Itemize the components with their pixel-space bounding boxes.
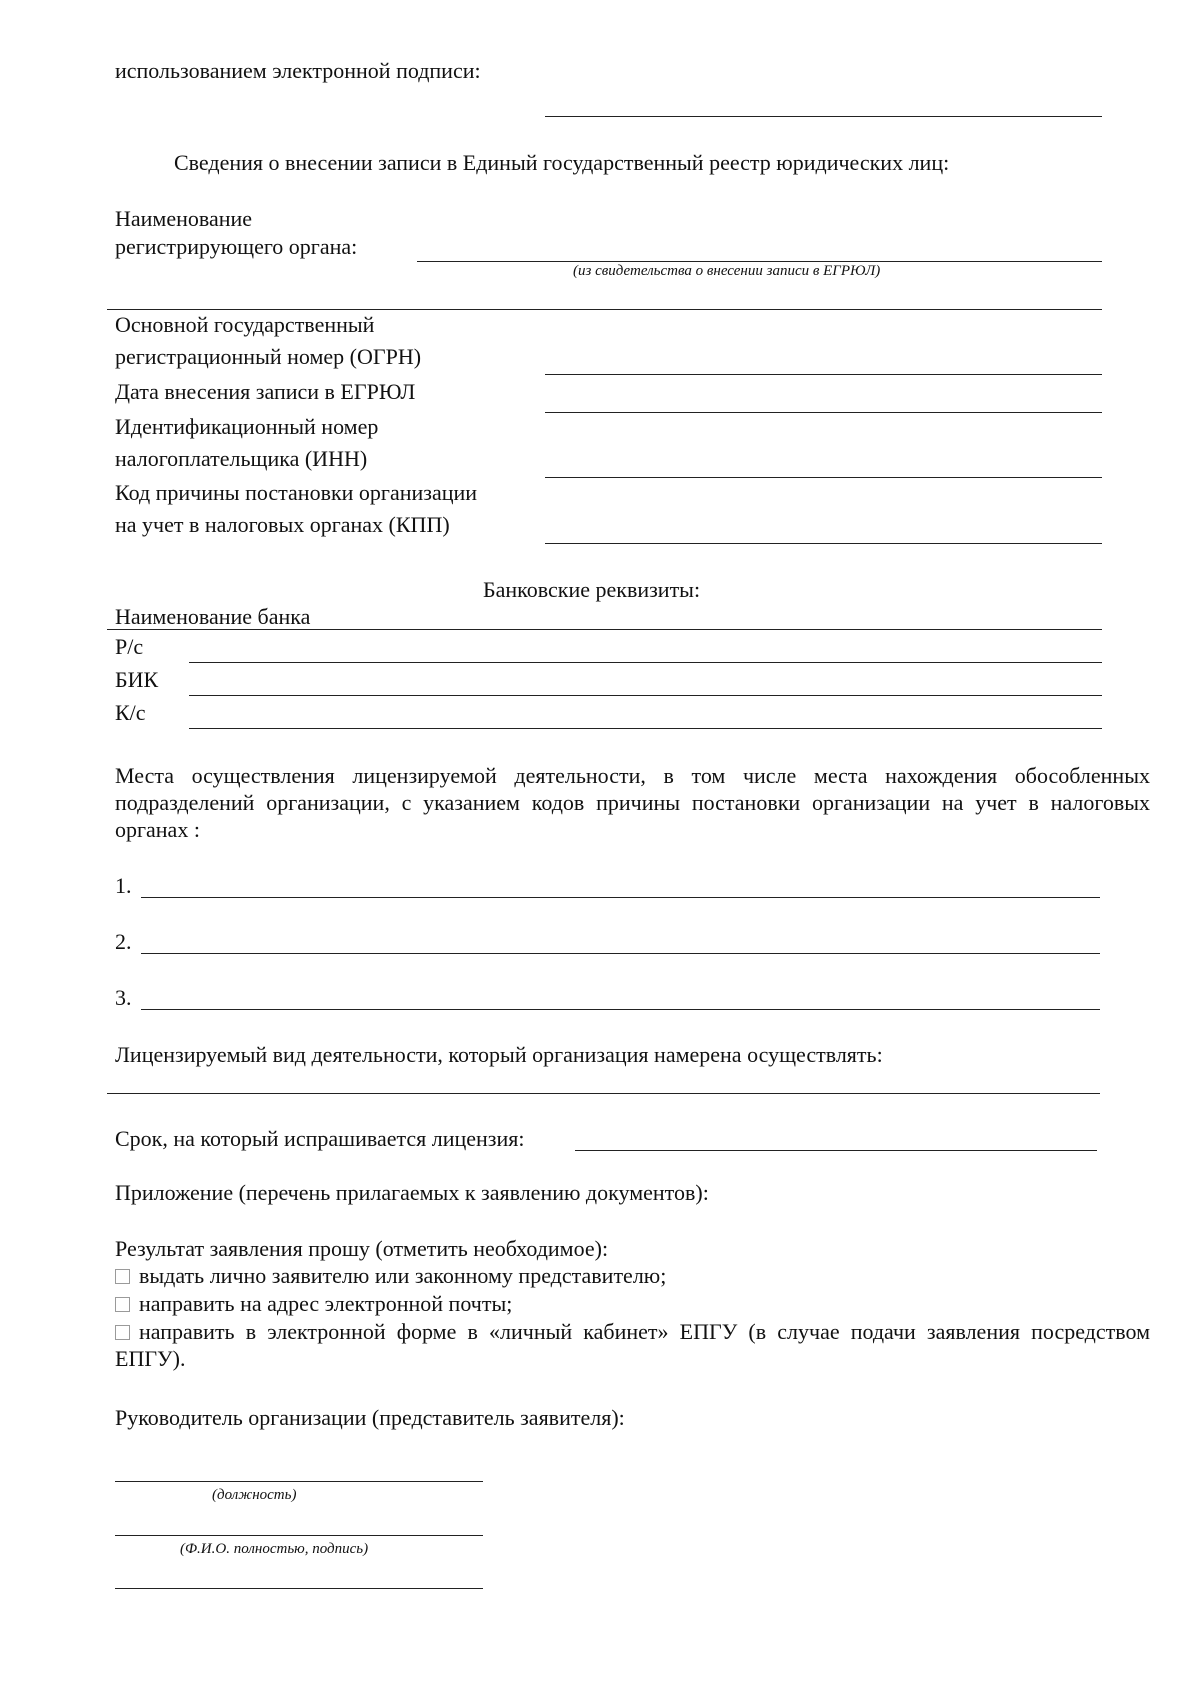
activity-field[interactable] bbox=[107, 1093, 1100, 1094]
ogrn-label-line1: Основной государственный bbox=[115, 312, 375, 337]
position-note: (должность) bbox=[212, 1487, 297, 1503]
checkbox-option-2[interactable] bbox=[115, 1297, 130, 1312]
place-item-1-number: 1. bbox=[115, 873, 132, 898]
result-option-2[interactable] bbox=[115, 1291, 512, 1317]
place-item-1-field[interactable] bbox=[141, 897, 1100, 898]
inn-label-line1: Идентификационный номер bbox=[115, 414, 379, 439]
ks-label: К/с bbox=[115, 700, 146, 725]
ks-field[interactable] bbox=[189, 728, 1102, 729]
registrar-label-line2: регистрирующего органа: bbox=[115, 234, 358, 259]
registrar-label-line1: Наименование bbox=[115, 206, 253, 231]
name-signature-field[interactable] bbox=[115, 1535, 483, 1536]
bank-name-field[interactable] bbox=[107, 629, 1102, 630]
place-item-2-field[interactable] bbox=[141, 953, 1100, 954]
result-option-2-label: направить на адрес электронной почты; bbox=[139, 1291, 513, 1316]
rs-field[interactable] bbox=[189, 662, 1102, 663]
term-field[interactable] bbox=[575, 1150, 1097, 1151]
name-signature-note: (Ф.И.О. полностью, подпись) bbox=[180, 1541, 369, 1557]
checkbox-option-3[interactable] bbox=[115, 1325, 130, 1340]
registrar-note: (из свидетельства о внесении записи в ЕГРЮЛ) bbox=[573, 263, 881, 279]
result-heading: Результат заявления прошу (отметить необходимое): bbox=[115, 1236, 609, 1261]
result-option-3-label: направить в электронной форме в «личный кабинет» ЕПГУ (в случае подачи заявления посредством ЕПГУ). bbox=[115, 1319, 1150, 1371]
result-option-1-label: выдать лично заявителю или законному представителю; bbox=[139, 1263, 667, 1288]
place-item-3-field[interactable] bbox=[141, 1009, 1100, 1010]
bik-label: БИК bbox=[115, 667, 159, 692]
result-option-1[interactable] bbox=[115, 1263, 666, 1289]
ogrn-label-line2: регистрационный номер (ОГРН) bbox=[115, 344, 422, 369]
kpp-field[interactable] bbox=[545, 543, 1102, 544]
activity-label: Лицензируемый вид деятельности, который организация намерена осуществлять: bbox=[115, 1042, 883, 1067]
bank-heading: Банковские реквизиты: bbox=[483, 577, 701, 602]
egrul-date-field[interactable] bbox=[545, 412, 1102, 413]
inn-field[interactable] bbox=[545, 477, 1102, 478]
bank-name-label: Наименование банка bbox=[115, 604, 311, 629]
kpp-label-line1: Код причины постановки организации bbox=[115, 480, 478, 505]
attachment-label: Приложение (перечень прилагаемых к заявлению документов): bbox=[115, 1180, 709, 1205]
e-signature-field[interactable] bbox=[545, 116, 1102, 117]
inn-label-line2: налогоплательщика (ИНН) bbox=[115, 446, 368, 471]
egrul-heading: Сведения о внесении записи в Единый государственный реестр юридических лиц: bbox=[174, 150, 950, 175]
place-item-2-number: 2. bbox=[115, 929, 132, 954]
registrar-field[interactable] bbox=[417, 261, 1102, 262]
ogrn-field[interactable] bbox=[545, 374, 1102, 375]
position-field[interactable] bbox=[115, 1481, 483, 1482]
extra-signature-field[interactable] bbox=[115, 1588, 483, 1589]
signature-heading: Руководитель организации (представитель заявителя): bbox=[115, 1405, 625, 1430]
term-label: Срок, на который испрашивается лицензия: bbox=[115, 1126, 525, 1151]
bik-field[interactable] bbox=[189, 695, 1102, 696]
rs-label: Р/с bbox=[115, 634, 144, 659]
places-text: Места осуществления лицензируемой деятельности, в том числе места нахождения обособленных подразделений организации, с указанием кодов причины постановки организации на учет в налоговых органах : bbox=[115, 763, 1150, 842]
result-option-3[interactable] bbox=[115, 1318, 1150, 1372]
kpp-label-line2: на учет в налоговых органах (КПП) bbox=[115, 512, 450, 537]
e-signature-text: использованием электронной подписи: bbox=[115, 58, 481, 83]
section-divider bbox=[107, 309, 1102, 310]
egrul-date-label: Дата внесения записи в ЕГРЮЛ bbox=[115, 379, 416, 404]
place-item-3-number: 3. bbox=[115, 985, 132, 1010]
checkbox-option-1[interactable] bbox=[115, 1269, 130, 1284]
